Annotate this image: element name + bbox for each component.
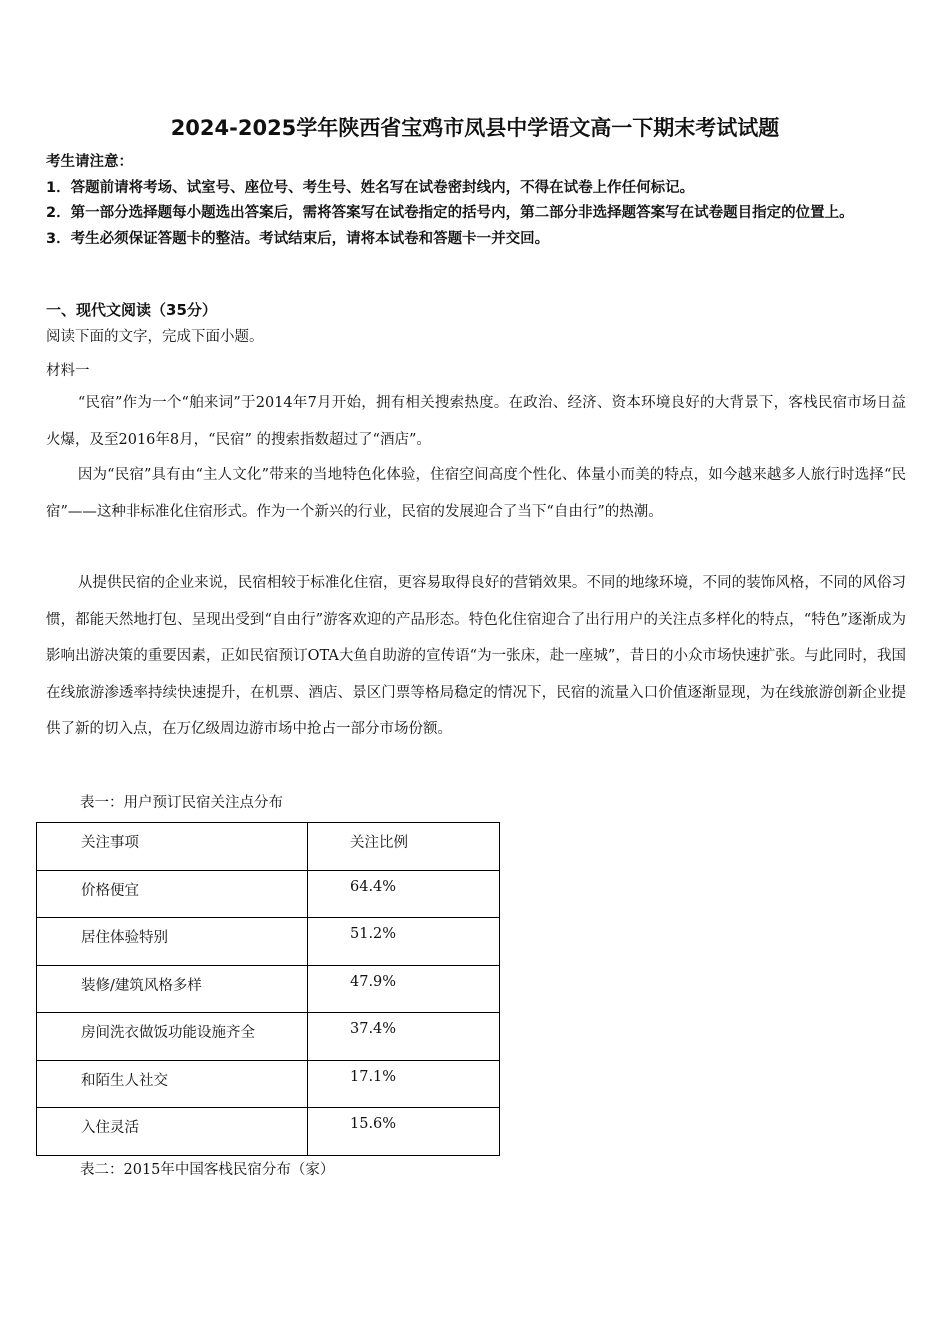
table1-caption: 表一：用户预订民宿关注点分布 [80,795,283,811]
paragraph-3: 从提供民宿的企业来说，民宿相较于标准化住宿，更容易取得良好的营销效果。不同的地缘环境，不同的装饰风格，不同的风俗习惯，都能天然地打包、呈现出受到“自由行”游客欢迎的产品形态。特色化住宿迎合了出行用户的关注点多样化的特点，“特色”逐渐成为影响出游决策的重要因素，正如民宿预订OTA大鱼自助游的宣传语“为一张床，赴一座城”，昔日的小众市场快速扩张。与此同时，我国在线旅游渗透率持续快速提升，在机票、酒店、景区门票等格局稳定的情况下，民宿的流量入口价值逐渐显现，为在线旅游创新企业提供了新的切入点，在万亿级周边游市场中抢占一部分市场份额。 [46,575,906,737]
table2-caption: 表二：2015年中国客栈民宿分布（家） [80,1162,335,1178]
attention-table [36,822,500,1156]
notice-item: 2．第一部分选择题每小题选出答案后，需将答案写在试卷指定的括号内，第二部分非选择题答案写在试卷题目指定的位置上。 [46,205,854,221]
table-cell-item: 居住体验特别 [81,930,168,946]
table-row [37,870,500,918]
table-cell-percent: 51.2% [350,926,397,942]
table-cell-percent: 64.4% [350,878,397,895]
notice-item: 3．考生必须保证答题卡的整洁。考试结束后，请将本试卷和答题卡一并交回。 [46,230,550,247]
table-header-row [37,823,500,871]
table-header-cell: 关注事项 [81,835,139,851]
table-row [37,1013,500,1061]
table-cell-percent: 47.9% [350,973,397,990]
table-header-cell: 关注比例 [350,835,408,851]
paragraph-1: “民宿”作为一个“舶来词”于2014年7月开始，拥有相关搜索热度。在政治、经济、资本环境良好的大背景下，客栈民宿市场日益火爆，及至2016年8月，“民宿” 的搜索指数超过了“酒店”。 [46,395,906,448]
reading-instruction: 阅读下面的文字，完成下面小题。 [46,329,264,345]
table-cell-percent: 17.1% [350,1068,397,1085]
notice-item: 1．答题前请将考场、试室号、座位号、考生号、姓名写在试卷密封线内，不得在试卷上作任何标记。 [46,179,695,196]
page-title: 2024-2025学年陕西省宝鸡市凤县中学语文高一下期末考试试题 [170,116,780,140]
table-row [37,965,500,1013]
table-cell-item: 和陌生人社交 [81,1072,168,1089]
table-cell-item: 装修/建筑风格多样 [81,977,202,994]
paragraph-2: 因为“民宿”具有由“主人文化”带来的当地特色化体验，住宿空间高度个性化、体量小而美的特点，如今越来越多人旅行时选择“民宿”——这种非标准化住宿形式。作为一个新兴的行业，民宿的发展迎合了当下“自由行”的热潮。 [46,467,906,520]
table-row [37,918,500,966]
table-cell-item: 入住灵活 [81,1120,139,1136]
material-label: 材料一 [46,363,90,379]
table-cell-percent: 37.4% [350,1021,397,1037]
table-row [37,1060,500,1108]
table-row [37,1108,500,1156]
table-cell-item: 价格便宜 [81,882,139,899]
section-heading: 一、现代文阅读（35分） [46,301,217,319]
notice-block [46,150,906,252]
table-cell-item: 房间洗衣做饭功能设施齐全 [81,1025,255,1041]
notice-heading: 考生请注意： [46,154,133,170]
table-cell-percent: 15.6% [350,1116,397,1132]
